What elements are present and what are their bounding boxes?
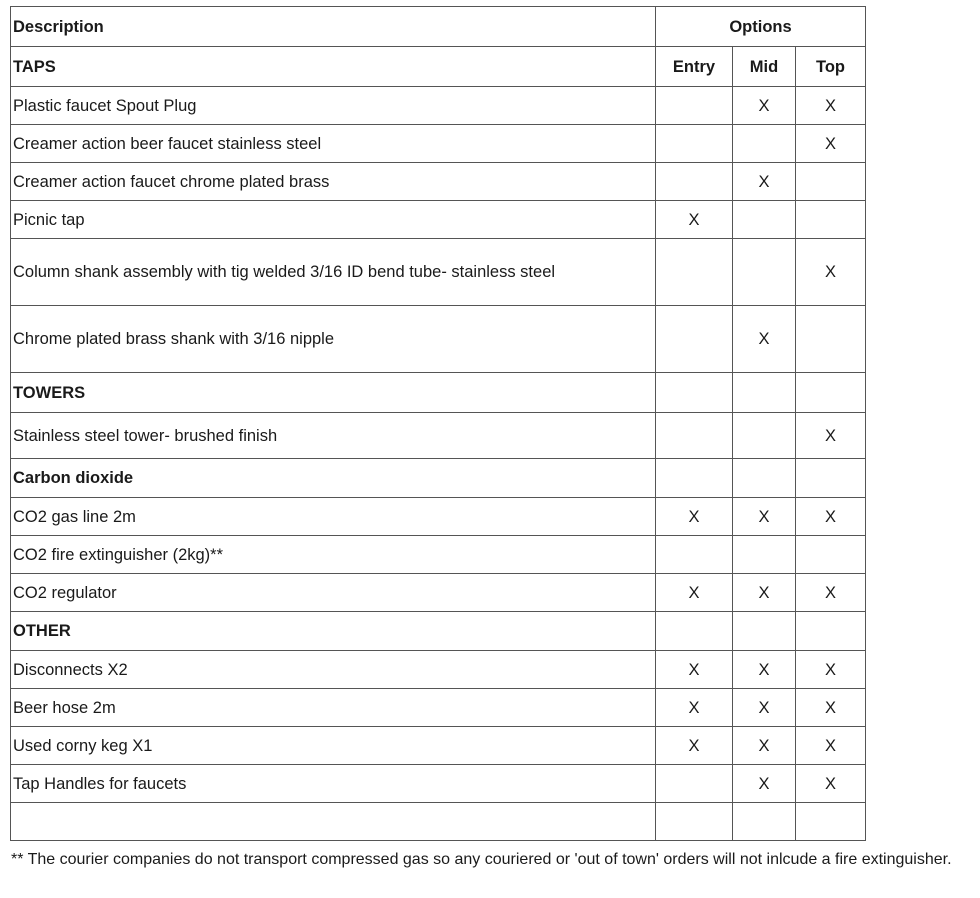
table-row xyxy=(11,689,866,727)
entry-mark xyxy=(656,536,733,574)
top-mark: X xyxy=(796,651,866,689)
footnote: ** The courier companies do not transport compressed gas so any couriered or 'out of town' orders will not inlcude a fire extinguisher. xyxy=(11,851,952,868)
top-mark: X xyxy=(796,765,866,803)
empty-row xyxy=(11,803,866,841)
mid-mark xyxy=(733,239,796,306)
table-row xyxy=(11,651,866,689)
row-description: Disconnects X2 xyxy=(11,651,656,689)
entry-mark xyxy=(656,413,733,459)
empty-cell xyxy=(733,373,796,413)
row-description: Tap Handles for faucets xyxy=(11,765,656,803)
entry-mark: X xyxy=(656,574,733,612)
empty-cell xyxy=(656,803,733,841)
entry-mark: X xyxy=(656,727,733,765)
top-mark: X xyxy=(796,87,866,125)
mid-mark xyxy=(733,201,796,239)
section-row-taps xyxy=(11,47,866,87)
top-mark xyxy=(796,306,866,373)
table-row xyxy=(11,498,866,536)
top-mark: X xyxy=(796,727,866,765)
table-row xyxy=(11,574,866,612)
mid-mark: X xyxy=(733,163,796,201)
table-row xyxy=(11,87,866,125)
entry-mark xyxy=(656,87,733,125)
row-description: Plastic faucet Spout Plug xyxy=(11,87,656,125)
table-header-row xyxy=(11,7,866,47)
mid-mark: X xyxy=(733,87,796,125)
row-description: Picnic tap xyxy=(11,201,656,239)
empty-cell xyxy=(733,803,796,841)
section-title: TAPS xyxy=(11,47,656,87)
empty-cell xyxy=(796,803,866,841)
mid-mark xyxy=(733,413,796,459)
mid-mark: X xyxy=(733,651,796,689)
row-description: CO2 fire extinguisher (2kg)** xyxy=(11,536,656,574)
entry-mark xyxy=(656,163,733,201)
empty-cell xyxy=(656,612,733,651)
entry-mark xyxy=(656,306,733,373)
table-row xyxy=(11,163,866,201)
section-row-towers xyxy=(11,373,866,413)
top-mark: X xyxy=(796,689,866,727)
entry-mark xyxy=(656,239,733,306)
table-row xyxy=(11,765,866,803)
table-row xyxy=(11,536,866,574)
top-mark xyxy=(796,163,866,201)
empty-cell xyxy=(796,612,866,651)
row-description: Chrome plated brass shank with 3/16 nipple xyxy=(11,306,656,373)
entry-mark: X xyxy=(656,201,733,239)
table-row xyxy=(11,306,866,373)
section-row-carbon-dioxide xyxy=(11,459,866,498)
description-header: Description xyxy=(11,7,656,47)
empty-cell xyxy=(11,803,656,841)
section-title: TOWERS xyxy=(11,373,656,413)
table-row xyxy=(11,727,866,765)
empty-cell xyxy=(733,612,796,651)
mid-mark: X xyxy=(733,306,796,373)
row-description: CO2 gas line 2m xyxy=(11,498,656,536)
top-mark: X xyxy=(796,125,866,163)
empty-cell xyxy=(733,459,796,498)
row-description: Creamer action faucet chrome plated brass xyxy=(11,163,656,201)
top-mark xyxy=(796,536,866,574)
mid-mark: X xyxy=(733,574,796,612)
table-row xyxy=(11,413,866,459)
row-description: CO2 regulator xyxy=(11,574,656,612)
top-mark: X xyxy=(796,498,866,536)
top-mark: X xyxy=(796,239,866,306)
mid-mark: X xyxy=(733,689,796,727)
entry-mark: X xyxy=(656,689,733,727)
row-description: Stainless steel tower- brushed finish xyxy=(11,413,656,459)
entry-mark xyxy=(656,765,733,803)
section-title: Carbon dioxide xyxy=(11,459,656,498)
entry-mark: X xyxy=(656,651,733,689)
table-row xyxy=(11,201,866,239)
top-mark: X xyxy=(796,413,866,459)
top-mark xyxy=(796,201,866,239)
mid-mark: X xyxy=(733,727,796,765)
options-table xyxy=(10,6,866,841)
empty-cell xyxy=(656,373,733,413)
table-row xyxy=(11,239,866,306)
section-row-other xyxy=(11,612,866,651)
row-description: Used corny keg X1 xyxy=(11,727,656,765)
column-header-mid: Mid xyxy=(733,47,796,87)
column-header-top: Top xyxy=(796,47,866,87)
mid-mark xyxy=(733,536,796,574)
mid-mark: X xyxy=(733,765,796,803)
entry-mark: X xyxy=(656,498,733,536)
options-header: Options xyxy=(656,7,866,47)
entry-mark xyxy=(656,125,733,163)
row-description: Creamer action beer faucet stainless steel xyxy=(11,125,656,163)
empty-cell xyxy=(796,373,866,413)
empty-cell xyxy=(656,459,733,498)
empty-cell xyxy=(796,459,866,498)
row-description: Beer hose 2m xyxy=(11,689,656,727)
table-row xyxy=(11,125,866,163)
row-description: Column shank assembly with tig welded 3/16 ID bend tube- stainless steel xyxy=(11,239,656,306)
section-title: OTHER xyxy=(11,612,656,651)
mid-mark xyxy=(733,125,796,163)
mid-mark: X xyxy=(733,498,796,536)
column-header-entry: Entry xyxy=(656,47,733,87)
top-mark: X xyxy=(796,574,866,612)
